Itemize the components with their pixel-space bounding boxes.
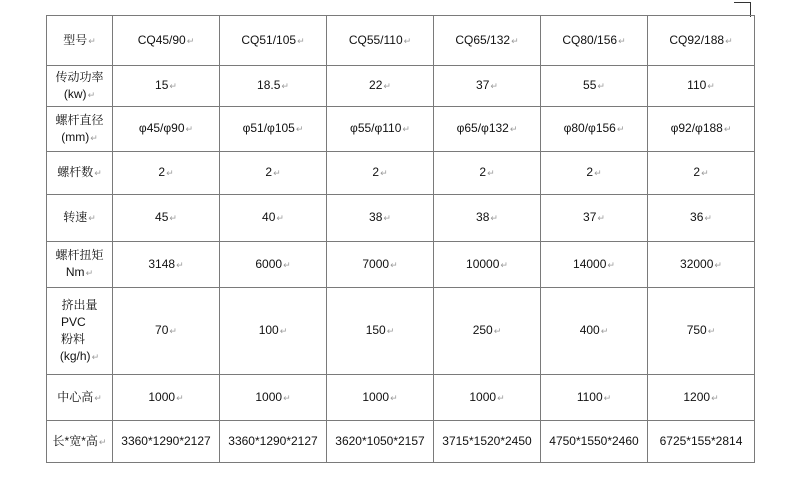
table-cell: 18.5↵ xyxy=(220,66,327,107)
table-cell: 2↵ xyxy=(541,152,648,195)
table-cell: 1000↵ xyxy=(434,375,541,421)
table-row xyxy=(47,375,755,421)
table-cell: 70↵ xyxy=(113,288,220,375)
row-label-cell xyxy=(47,195,113,242)
header-row xyxy=(47,16,755,66)
table-cell: 7000↵ xyxy=(327,242,434,288)
return-mark-icon: ↵ xyxy=(383,213,391,223)
return-mark-icon: ↵ xyxy=(85,268,94,278)
table-row xyxy=(47,107,755,152)
model-name: CQ80/156 xyxy=(562,32,618,47)
table-cell: φ80/φ156↵ xyxy=(541,107,648,152)
model-name: CQ51/105 xyxy=(241,32,297,47)
model-cell xyxy=(113,16,220,66)
return-mark-icon: ↵ xyxy=(603,392,612,403)
row-label-cell xyxy=(47,107,113,152)
return-mark-icon: ↵ xyxy=(711,392,719,403)
return-mark-icon: ↵ xyxy=(88,35,96,46)
row-label-line: (kg/h)↵ xyxy=(59,348,100,363)
return-mark-icon: ↵ xyxy=(279,326,288,336)
header-label-cell xyxy=(47,16,113,66)
return-mark-icon: ↵ xyxy=(594,168,602,178)
return-mark-icon: ↵ xyxy=(618,35,626,46)
return-mark-icon: ↵ xyxy=(176,259,184,270)
row-label-cell xyxy=(47,66,113,107)
return-mark-icon: ↵ xyxy=(493,326,502,336)
table-cell: 37↵ xyxy=(434,66,541,107)
table-cell: φ92/φ188↵ xyxy=(648,107,755,152)
return-mark-icon: ↵ xyxy=(383,81,391,91)
row-label-line: Nm↵ xyxy=(65,265,94,279)
model-name: CQ55/110 xyxy=(348,32,403,47)
return-mark-icon: ↵ xyxy=(176,392,184,403)
table-cell: 45↵ xyxy=(113,195,220,242)
table-cell: 2↵ xyxy=(434,152,541,195)
row-label-line: (mm)↵ xyxy=(61,129,98,144)
row-label-line: 螺杆扭矩 xyxy=(55,248,104,262)
table-cell: 750↵ xyxy=(648,288,755,375)
return-mark-icon: ↵ xyxy=(94,392,102,403)
table-cell: 1000↵ xyxy=(327,375,434,421)
table-cell: 100↵ xyxy=(220,288,327,375)
table-cell: 3715*1520*2450 xyxy=(434,421,541,463)
return-mark-icon: ↵ xyxy=(295,124,304,134)
return-mark-icon: ↵ xyxy=(390,392,398,403)
table-cell: 2↵ xyxy=(327,152,434,195)
row-label-line: 粉料 xyxy=(61,331,86,346)
table-cell: 37↵ xyxy=(541,195,648,242)
model-name: CQ65/132 xyxy=(455,32,511,47)
row-label-line: 传动功率 xyxy=(55,69,104,84)
return-mark-icon: ↵ xyxy=(169,81,177,91)
row-label-cell xyxy=(47,242,113,288)
return-mark-icon: ↵ xyxy=(283,259,291,270)
return-mark-icon: ↵ xyxy=(297,35,305,46)
row-label-cell xyxy=(47,152,113,195)
table-cell: 150↵ xyxy=(327,288,434,375)
table-cell: 3620*1050*2157 xyxy=(327,421,434,463)
table-cell: 1100↵ xyxy=(541,375,648,421)
table-row xyxy=(47,66,755,107)
table-row xyxy=(47,288,755,375)
header-label: 型号 xyxy=(63,32,88,47)
return-mark-icon: ↵ xyxy=(600,326,609,336)
table-cell: 15↵ xyxy=(113,66,220,107)
row-label-line: 中心高 xyxy=(57,389,94,404)
table-cell: 3148↵ xyxy=(113,242,220,288)
row-label-line: 螺杆直径 xyxy=(55,112,104,127)
return-mark-icon: ↵ xyxy=(98,436,107,447)
table-cell: φ55/φ110↵ xyxy=(327,107,434,152)
return-mark-icon: ↵ xyxy=(597,213,605,223)
row-label-cell xyxy=(47,288,113,375)
return-mark-icon: ↵ xyxy=(88,213,96,223)
table-cell: 38↵ xyxy=(434,195,541,242)
row-label-line: PVC xyxy=(61,314,86,329)
return-mark-icon: ↵ xyxy=(616,124,625,134)
table-cell: 400↵ xyxy=(541,288,648,375)
return-mark-icon: ↵ xyxy=(511,35,519,46)
table-cell: 6725*155*2814 xyxy=(648,421,755,463)
table-cell: 110↵ xyxy=(648,66,755,107)
return-mark-icon: ↵ xyxy=(185,124,194,134)
return-mark-icon: ↵ xyxy=(386,326,395,336)
table-cell: 10000↵ xyxy=(434,242,541,288)
row-label-line: 螺杆数 xyxy=(57,165,94,179)
table-cell: 40↵ xyxy=(220,195,327,242)
return-mark-icon: ↵ xyxy=(276,213,284,223)
row-label-line: 挤出量 xyxy=(61,297,98,312)
return-mark-icon: ↵ xyxy=(723,124,732,134)
table-row xyxy=(47,195,755,242)
spec-table xyxy=(46,15,755,463)
table-cell: 55↵ xyxy=(541,66,648,107)
return-mark-icon: ↵ xyxy=(490,81,498,91)
return-mark-icon: ↵ xyxy=(390,259,398,270)
row-label-line: 长*宽*高 xyxy=(52,433,98,448)
table-row xyxy=(47,421,755,463)
return-mark-icon: ↵ xyxy=(497,392,505,403)
table-cell: 2↵ xyxy=(113,152,220,195)
row-label-line: (kw)↵ xyxy=(63,86,96,101)
return-mark-icon: ↵ xyxy=(281,81,289,91)
table-cell: 3360*1290*2127 xyxy=(220,421,327,463)
table-cell: 3360*1290*2127 xyxy=(113,421,220,463)
table-cell: 250↵ xyxy=(434,288,541,375)
model-name: CQ92/188 xyxy=(669,32,725,47)
table-row xyxy=(47,152,755,195)
return-mark-icon: ↵ xyxy=(487,168,495,178)
table-cell: φ51/φ105↵ xyxy=(220,107,327,152)
table-cell: 1000↵ xyxy=(113,375,220,421)
table-cell: φ45/φ90↵ xyxy=(113,107,220,152)
row-label-line: 转速 xyxy=(63,210,88,224)
return-mark-icon: ↵ xyxy=(500,259,508,270)
return-mark-icon: ↵ xyxy=(707,326,716,336)
table-cell: φ65/φ132↵ xyxy=(434,107,541,152)
return-mark-icon: ↵ xyxy=(490,213,498,223)
model-cell xyxy=(648,16,755,66)
return-mark-icon: ↵ xyxy=(714,259,722,270)
table-cell: 22↵ xyxy=(327,66,434,107)
return-mark-icon: ↵ xyxy=(402,124,410,134)
model-cell xyxy=(541,16,648,66)
return-mark-icon: ↵ xyxy=(186,35,195,46)
table-cell: 2↵ xyxy=(648,152,755,195)
table-cell: 6000↵ xyxy=(220,242,327,288)
return-mark-icon: ↵ xyxy=(607,259,615,270)
table-cell: 4750*1550*2460 xyxy=(541,421,648,463)
return-mark-icon: ↵ xyxy=(169,213,177,223)
table-cell: 38↵ xyxy=(327,195,434,242)
table-cell: 1000↵ xyxy=(220,375,327,421)
table-cell: 14000↵ xyxy=(541,242,648,288)
table-cell: 2↵ xyxy=(220,152,327,195)
return-mark-icon: ↵ xyxy=(380,168,388,178)
return-mark-icon: ↵ xyxy=(597,81,605,91)
return-mark-icon: ↵ xyxy=(701,168,709,178)
return-mark-icon: ↵ xyxy=(704,213,712,223)
return-mark-icon: ↵ xyxy=(94,168,102,178)
model-name: CQ45/90 xyxy=(137,32,186,47)
return-mark-icon: ↵ xyxy=(403,35,412,46)
return-mark-icon: ↵ xyxy=(283,392,291,403)
table-cell: 1200↵ xyxy=(648,375,755,421)
return-mark-icon: ↵ xyxy=(166,168,174,178)
model-cell xyxy=(220,16,327,66)
table-cell: 32000↵ xyxy=(648,242,755,288)
table-row xyxy=(47,242,755,288)
return-mark-icon: ↵ xyxy=(91,351,100,362)
row-label-cell xyxy=(47,375,113,421)
return-mark-icon: ↵ xyxy=(707,81,715,91)
return-mark-icon: ↵ xyxy=(87,89,96,100)
return-mark-icon: ↵ xyxy=(725,35,733,46)
table-cell: 36↵ xyxy=(648,195,755,242)
model-cell xyxy=(434,16,541,66)
return-mark-icon: ↵ xyxy=(509,124,518,134)
return-mark-icon: ↵ xyxy=(90,132,98,143)
return-mark-icon: ↵ xyxy=(169,326,177,336)
model-cell xyxy=(327,16,434,66)
return-mark-icon: ↵ xyxy=(273,168,281,178)
row-label-cell xyxy=(47,421,113,463)
